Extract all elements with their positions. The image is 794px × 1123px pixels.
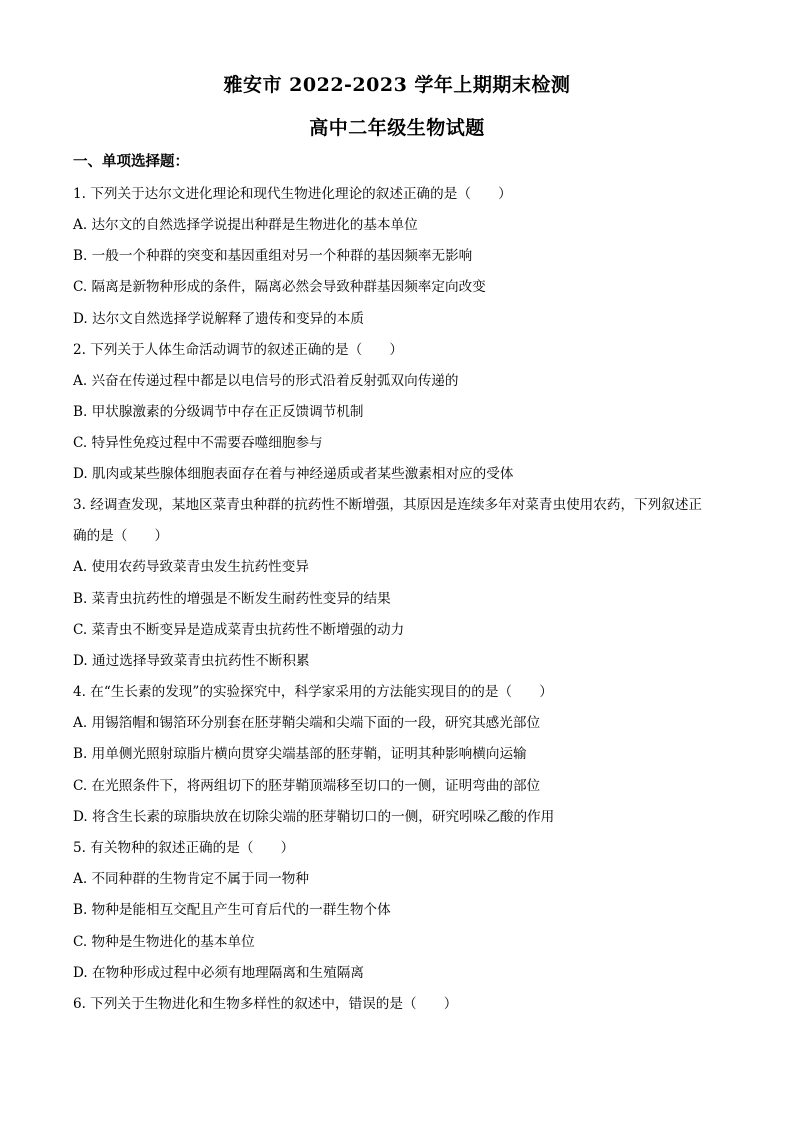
question-3-option-c: C. 菜青虫不断变异是造成菜青虫抗药性不断增强的动力 (73, 622, 405, 638)
question-6-stem: 6. 下列关于生物进化和生物多样性的叙述中，错误的是（ ） (73, 996, 458, 1012)
exam-title: 雅安市 2022-2023 学年上期期末检测 (223, 74, 571, 96)
question-5-option-c: C. 物种是生物进化的基本单位 (73, 934, 255, 950)
question-1-stem: 1. 下列关于达尔文进化理论和现代生物进化理论的叙述正确的是（ ） (73, 186, 512, 202)
section-heading: 一、单项选择题： (73, 153, 189, 170)
question-4-option-c: C. 在光照条件下，将两组切下的胚芽鞘顶端移至切口的一侧，证明弯曲的部位 (73, 778, 541, 794)
question-5-option-b: B. 物种是能相互交配且产生可育后代的一群生物个体 (73, 902, 391, 918)
question-1-option-d: D. 达尔文自然选择学说解释了遗传和变异的本质 (73, 311, 364, 327)
question-5-stem: 5. 有关物种的叙述正确的是（ ） (73, 840, 295, 856)
question-3-option-a: A. 使用农药导致菜青虫发生抗药性变异 (73, 559, 309, 575)
question-3-option-d: D. 通过选择导致菜青虫抗药性不断积累 (73, 653, 310, 669)
question-2-option-b: B. 甲状腺激素的分级调节中存在正反馈调节机制 (73, 404, 364, 420)
question-2-option-d: D. 肌肉或某些腺体细胞表面存在着与神经递质或者某些激素相对应的受体 (73, 466, 514, 482)
question-5-option-a: A. 不同种群的生物肯定不属于同一物种 (73, 871, 309, 887)
exam-subtitle: 高中二年级生物试题 (309, 117, 485, 139)
question-5-option-d: D. 在物种形成过程中必须有地理隔离和生殖隔离 (73, 965, 364, 981)
question-1-option-c: C. 隔离是新物种形成的条件，隔离必然会导致种群基因频率定向改变 (73, 279, 486, 295)
question-4-stem: 4. 在“生长素的发现”的实验探究中，科学家采用的方法能实现目的的是（ ） (73, 684, 553, 700)
question-3-stem: 3. 经调查发现，某地区菜青虫种群的抗药性不断增强，其原因是连续多年对菜青虫使用农药，下列叙述正 (73, 497, 703, 513)
question-2-option-a: A. 兴奋在传递过程中都是以电信号的形式沿着反射弧双向传递的 (73, 373, 459, 389)
question-4-option-b: B. 用单侧光照射琼脂片横向贯穿尖端基部的胚芽鞘，证明其种影响横向运输 (73, 746, 527, 762)
question-4-option-a: A. 用锡箔帽和锡箔环分别套在胚芽鞘尖端和尖端下面的一段，研究其感光部位 (73, 715, 541, 731)
question-4-option-d: D. 将含生长素的琼脂块放在切除尖端的胚芽鞘切口的一侧，研究吲哚乙酸的作用 (73, 809, 555, 825)
question-3-stem-continued: 确的是（ ） (73, 528, 169, 544)
question-2-option-c: C. 特异性免疫过程中不需要吞噬细胞参与 (73, 435, 323, 451)
question-1-option-a: A. 达尔文的自然选择学说提出种群是生物进化的基本单位 (73, 217, 418, 233)
question-1-option-b: B. 一般一个种群的突变和基因重组对另一个种群的基因频率无影响 (73, 248, 473, 264)
question-2-stem: 2. 下列关于人体生命活动调节的叙述正确的是（ ） (73, 342, 403, 358)
question-3-option-b: B. 菜青虫抗药性的增强是不断发生耐药性变异的结果 (73, 591, 391, 607)
